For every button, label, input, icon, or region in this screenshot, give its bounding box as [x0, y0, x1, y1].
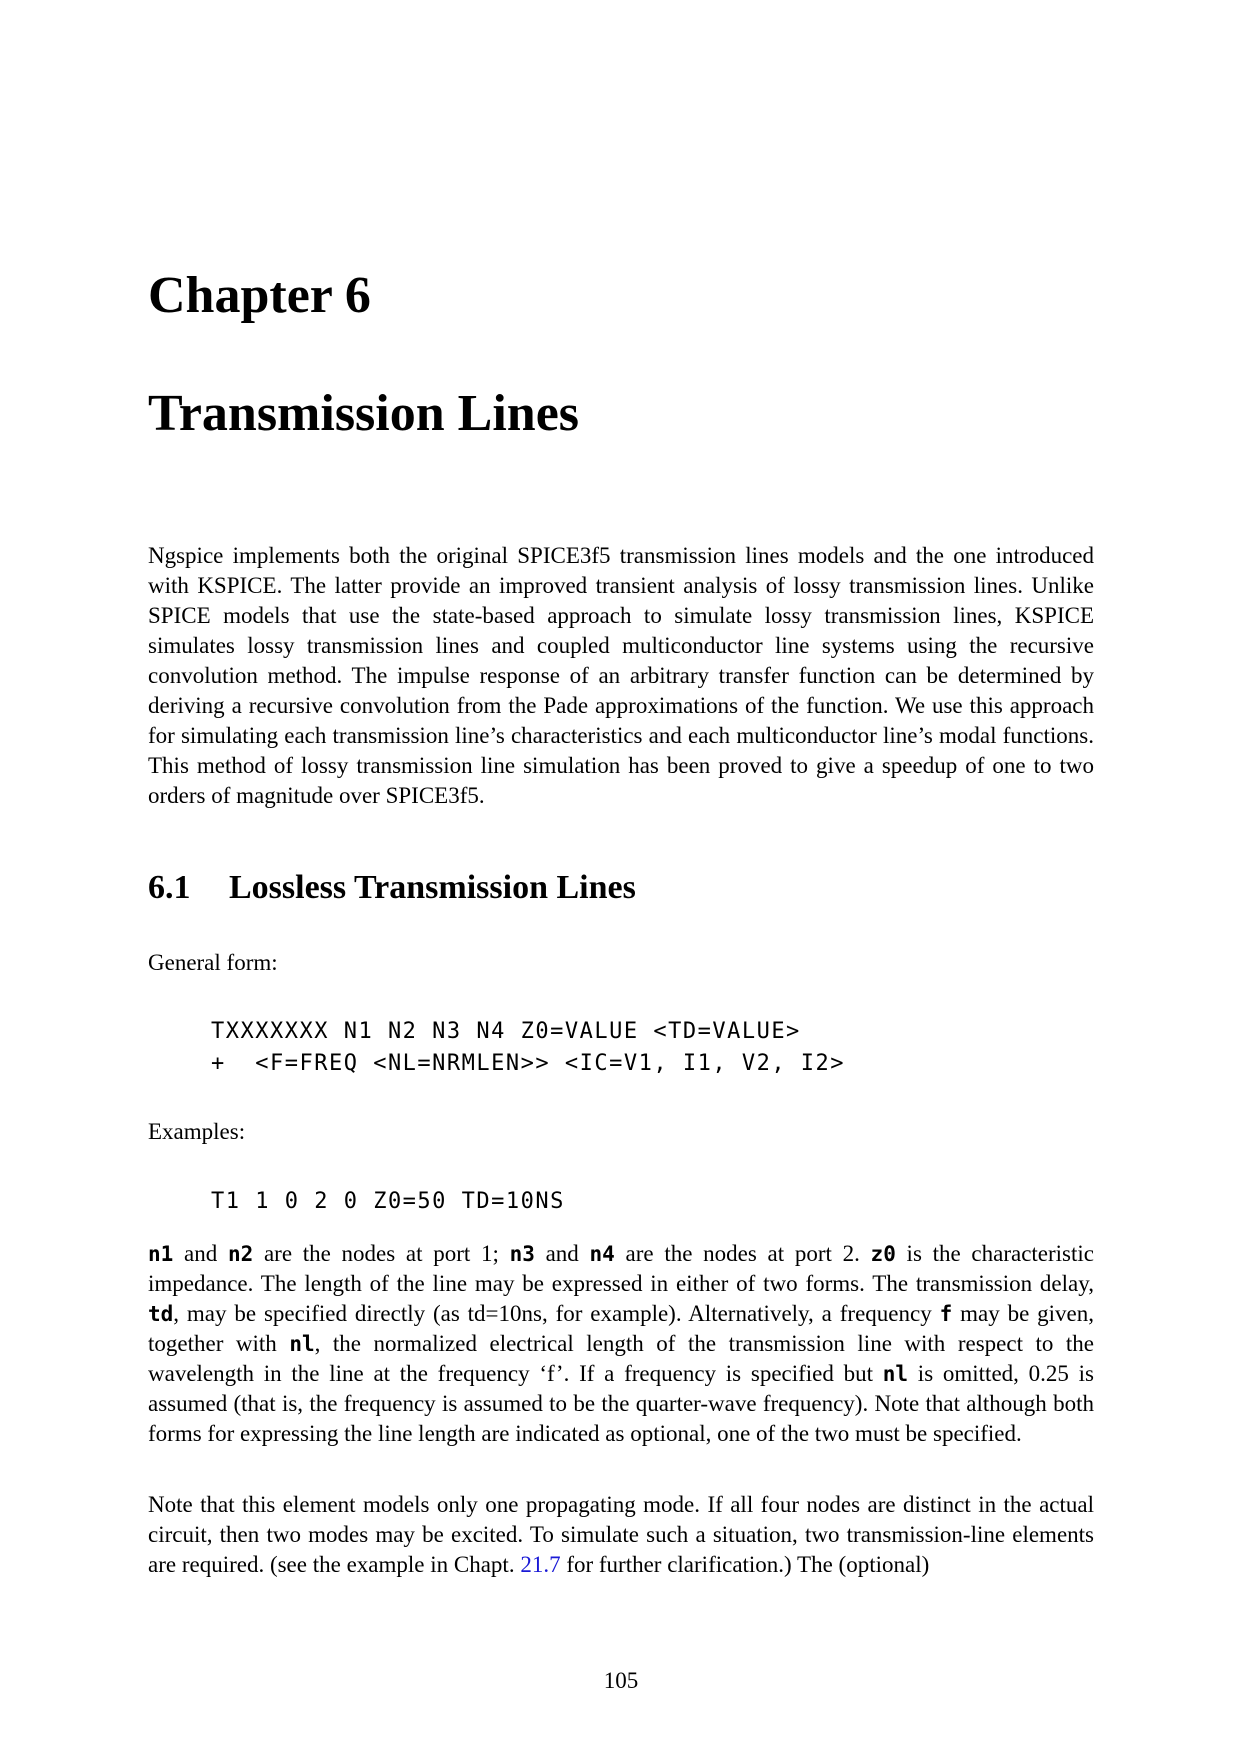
chapter-link[interactable]: 21.7 — [520, 1552, 561, 1577]
text-run: , may be specified directly (as td=10ns, for example). Alternatively, a frequency — [173, 1301, 940, 1326]
examples-label: Examples: — [148, 1119, 246, 1144]
general-form-code — [211, 1016, 845, 1080]
general-form-label: General form: — [148, 950, 278, 975]
section-number: 6.1 — [148, 869, 191, 906]
example-code: T1 1 0 2 0 Z0=50 TD=10NS — [211, 1189, 565, 1214]
note-paragraph — [148, 1490, 1094, 1580]
page-number: 105 — [603, 1668, 639, 1693]
description-paragraph — [148, 1239, 1094, 1449]
section-title: Lossless Transmission Lines — [229, 869, 636, 906]
chapter-title: Transmission Lines — [148, 385, 580, 442]
section-heading — [148, 868, 636, 909]
text-run: is the characteristic impedance. The length of the line may be expressed in either of two forms. The transmission delay, — [148, 1241, 1094, 1296]
text-run: , the normalized electrical length of the transmission line with respect to the wavelength in the line at the frequency ‘f’. If a frequency is specified but — [148, 1331, 1095, 1386]
keyword-n1: n1 — [148, 1242, 174, 1266]
chapter-label: Chapter 6 — [148, 267, 371, 324]
keyword-z0: z0 — [870, 1242, 896, 1266]
text-run: and — [534, 1241, 590, 1266]
text-run: may be given, together with — [148, 1301, 1095, 1356]
code-line: TXXXXXXX N1 N2 N3 N4 Z0=VALUE <TD=VALUE> — [211, 1019, 801, 1044]
text-run: and — [173, 1241, 228, 1266]
text-run: are the nodes at port 2. — [614, 1241, 871, 1266]
text-run: Note that this element models only one propagating mode. If all four nodes are distinct in the actual circuit, then two modes may be excited. To simulate such a situation, two transmission-line elements are required. (see the example in Chapt. — [148, 1492, 1094, 1577]
text-run: are the nodes at port 1; — [253, 1241, 510, 1266]
code-line: + <F=FREQ <NL=NRMLEN>> <IC=V1, I1, V2, I2> — [211, 1051, 846, 1076]
keyword-nl: nl — [882, 1362, 909, 1386]
text-run: is omitted, 0.25 is assumed (that is, the frequency is assumed to be the quarter-wave frequency). Note that although both forms for expressing the line length are indicated as optional, one of the two must be specified. — [148, 1361, 1094, 1446]
keyword-nl: nl — [289, 1332, 315, 1356]
keyword-n4: n4 — [589, 1242, 615, 1266]
text-run: for further clarification.) The (optional) — [560, 1552, 930, 1577]
keyword-td: td — [148, 1302, 174, 1326]
keyword-f: f — [939, 1302, 953, 1326]
intro-paragraph: Ngspice implements both the original SPICE3f5 transmission lines models and the one introduced with KSPICE. The latter provide an improved transient analysis of lossy transmission lines. Unlike SPICE models that use the state-based approach to simulate lossy transmission lines, KSPICE simulates lossy transmission lines and coupled multiconductor line systems using the recursive convolution method. The impulse response of an arbitrary transfer function can be determined by deriving a recursive convolution from the Pade approximations of the function. We use this approach for simulating each transmission line’s characteristics and each multiconductor line’s modal functions. This method of lossy transmission line simulation has been proved to give a speedup of one to two orders of magnitude over SPICE3f5. — [148, 543, 1094, 808]
keyword-n3: n3 — [509, 1242, 535, 1266]
keyword-n2: n2 — [227, 1242, 254, 1266]
document-page — [148, 0, 1094, 1754]
